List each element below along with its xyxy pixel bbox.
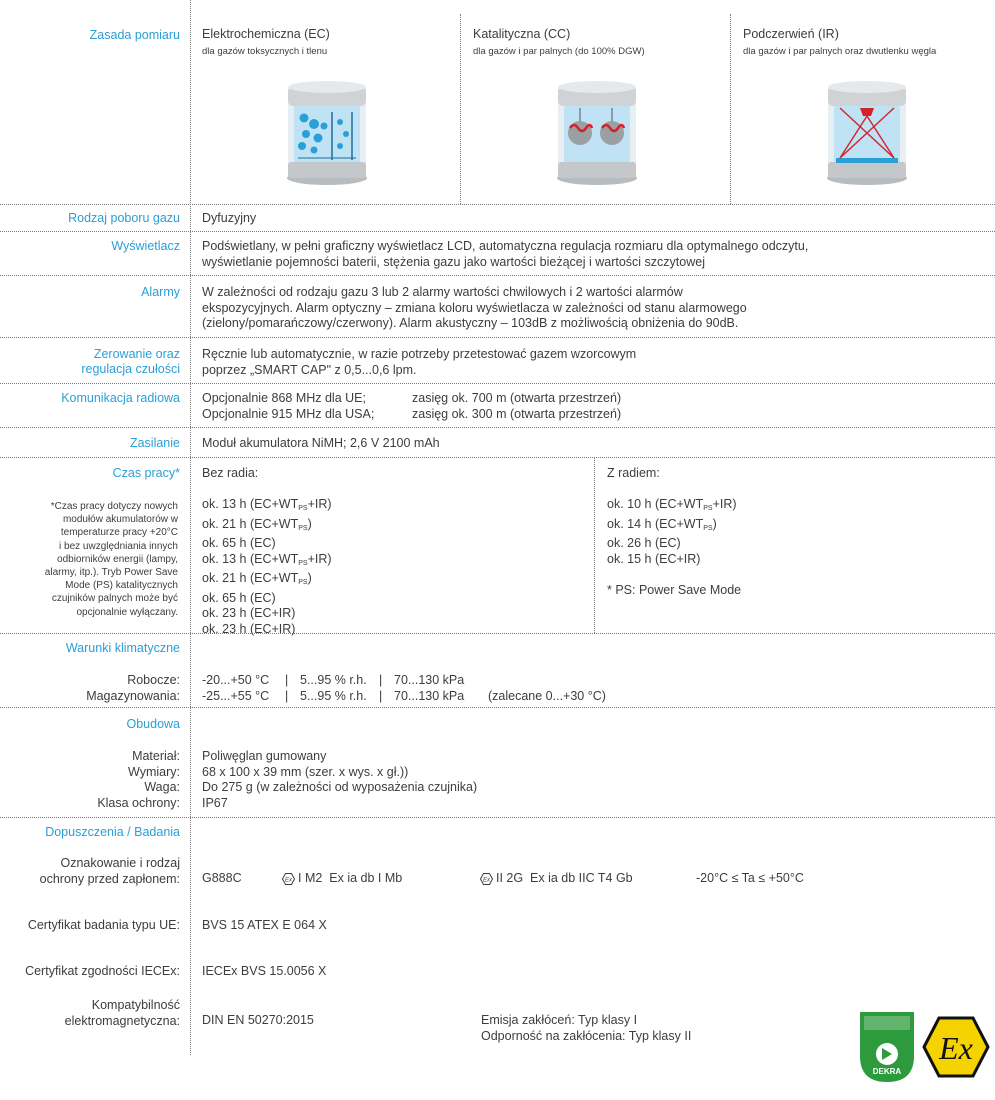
housing-value: Do 275 g (w zależności od wyposażenia czujnika) [202, 780, 478, 794]
emission-class: Emisja zakłóceń: Typ klasy I [481, 1013, 638, 1027]
temperature-range: -25...+55 °C [202, 688, 270, 703]
power-row [0, 428, 995, 458]
runtime-column-divider [594, 458, 595, 633]
runtime-item-text: ok. 26 h (EC) [607, 536, 681, 550]
radio-label: Komunikacja radiowa [61, 391, 180, 405]
note-line: czujników palnych może być [51, 593, 178, 605]
text-line: Podświetlany, w pełni graficzny wyświetlacz LCD, automatyczna regulacja rozmiaru dla optymalnego odczytu, [202, 239, 809, 253]
radio-row [0, 384, 995, 428]
note-line: temperaturze pracy +20°C [60, 527, 178, 539]
svg-text:Ex: Ex [284, 877, 293, 884]
spacer [607, 482, 967, 498]
housing-row [0, 708, 995, 818]
cc-title: Katalityczna (CC) [473, 27, 571, 41]
runtime-item-text: ok. 65 h (EC) [202, 590, 276, 605]
humidity-range: 5...95 % r.h. [300, 688, 367, 703]
runtime-column-title: Z radiem: [607, 466, 660, 480]
text-line: Ręcznie lub automatycznie, w razie potrzeby przetestować gazem wzorcowym [202, 347, 637, 361]
runtime-item-text: ok. 21 h (EC+WT [202, 516, 299, 531]
emc-classes [481, 1013, 801, 1044]
column-divider [460, 14, 461, 204]
runtime-item-subscript: PS [703, 505, 713, 512]
zeroing-row [0, 338, 995, 384]
runtime-item-text: ok. 13 h (EC+WT [202, 497, 299, 511]
ir-column [743, 27, 993, 58]
climate-label: Warunki klimatyczne [65, 641, 180, 655]
runtime-item [202, 497, 582, 517]
housing-values [202, 749, 982, 811]
note-line: i bez uwzględniania innych [59, 540, 178, 552]
approvals-row [0, 818, 995, 1100]
spacer [202, 482, 582, 498]
housing-row-label: Wymiary: [128, 764, 180, 779]
ec-subtitle: dla gazów toksycznych i tlenu [202, 46, 328, 57]
radio-frequency: Opcjonalnie 868 MHz dla UE; [202, 391, 366, 405]
note-line: alarmy, itp.). Tryb Power Save [44, 567, 178, 579]
runtime-item [607, 497, 967, 517]
runtime-item [607, 517, 967, 537]
runtime-item-subscript: PS [298, 505, 308, 512]
climate-row-label: Magazynowania: [86, 688, 180, 703]
runtime-with-radio [607, 466, 967, 598]
display-value [202, 239, 982, 270]
ec-column [202, 27, 452, 58]
runtime-item-text: ok. 23 h (EC+IR) [202, 606, 296, 620]
runtime-list [202, 497, 582, 637]
housing-row-label: Materiał: [132, 749, 180, 763]
runtime-item-suffix: +IR) [307, 551, 332, 566]
principle-row [0, 0, 995, 205]
marking-value [202, 871, 982, 887]
radio-range: zasięg ok. 700 m (otwarta przestrzeń) [412, 391, 622, 405]
runtime-item [202, 606, 582, 622]
runtime-label: Czas pracy* [112, 466, 180, 480]
note-line: *Czas pracy dotyczy nowych [50, 501, 178, 512]
label-line: Oznakowanie i rodzaj [60, 856, 180, 870]
note-line: odbiorników energii (lampy, [57, 553, 178, 565]
text-line: wyświetlanie pojemności baterii, stężenia gazu jako wartości bieżącej i wartości szczytowej [202, 254, 705, 269]
runtime-item-suffix: +IR) [307, 497, 332, 511]
separator: | [379, 688, 383, 703]
runtime-column-title: Bez radia: [202, 466, 259, 480]
runtime-item [202, 571, 582, 591]
iecex-value: IECEx BVS 15.0056 X [202, 964, 327, 978]
infrared-sensor-icon [820, 78, 915, 188]
runtime-item-text: ok. 65 h (EC) [202, 536, 276, 550]
runtime-item-text: ok. 14 h (EC+WT [607, 516, 704, 531]
dekra-certification-logo [858, 1010, 916, 1084]
label-line: regulacja czułości [81, 362, 180, 376]
cc-subtitle: dla gazów i par palnych (do 100% DGW) [473, 46, 645, 57]
runtime-item-text: ok. 13 h (EC+WT [202, 551, 299, 566]
iecex-label: Certyfikat zgodności IECEx: [25, 964, 180, 978]
text-line: ekspozycyjnych. Alarm optyczny – zmiana koloru wyświetlacza w zależności od stanu alarmowego [202, 300, 747, 315]
radio-frequency: Opcjonalnie 915 MHz dla USA; [202, 406, 375, 421]
svg-text:Ex: Ex [482, 877, 491, 884]
runtime-item-text: ok. 15 h (EC+IR) [607, 551, 701, 566]
device-code: G888C [202, 871, 242, 885]
runtime-item-subscript: PS [298, 579, 308, 586]
sampling-label: Rodzaj poboru gazu [68, 211, 180, 225]
cc-column [473, 27, 723, 58]
ec-title: Elektrochemiczna (EC) [202, 27, 330, 41]
ir-subtitle: dla gazów i par palnych oraz dwutlenku węgla [743, 46, 937, 57]
housing-sublabels [0, 749, 180, 811]
runtime-item-text: ok. 23 h (EC+IR) [202, 621, 296, 636]
runtime-item [202, 536, 582, 552]
label-line: Kompatybilność [91, 998, 180, 1012]
zeroing-value [202, 347, 982, 378]
dekra-text: DEKRA [872, 1067, 902, 1076]
note-line: opcjonalnie wyłączany. [76, 606, 178, 618]
radio-range: zasięg ok. 300 m (otwarta przestrzeń) [412, 406, 622, 421]
ambient-temp-range: -20°C ≤ Ta ≤ +50°C [696, 871, 804, 885]
approvals-label: Dopuszczenia / Badania [45, 825, 180, 839]
climate-line [202, 673, 982, 689]
emc-value: DIN EN 50270:2015 [202, 1013, 314, 1027]
text-line: poprzez „SMART CAP" z 0,5...0,6 lpm. [202, 362, 417, 377]
runtime-item-subscript: PS [298, 559, 308, 567]
temperature-range: -20...+50 °C [202, 673, 270, 687]
runtime-item [202, 517, 582, 537]
runtime-item [607, 552, 967, 568]
climate-row [0, 634, 995, 708]
housing-value: IP67 [202, 795, 228, 810]
text-line: W zależności od rodzaju gazu 3 lub 2 alarmy wartości chwilowych i 2 wartości alarmów [202, 285, 683, 299]
display-row [0, 232, 995, 276]
label-line: elektromagnetyczna: [64, 1013, 180, 1028]
separator: | [285, 688, 289, 703]
radio-value [202, 391, 982, 422]
note-line: modułów akumulatorów w [62, 514, 178, 526]
runtime-item [202, 552, 582, 572]
power-label: Zasilanie [129, 436, 180, 450]
pressure-range: 70...130 kPa [394, 688, 465, 703]
ps-footnote: * PS: Power Save Mode [607, 582, 742, 597]
runtime-item-subscript: PS [703, 524, 713, 532]
ex-hexagon-icon [480, 873, 493, 885]
text-line: (zielony/pomarańczowy/czerwony). Alarm akustyczny – 103dB z możliwością obniżenia do 90dB. [202, 316, 739, 330]
housing-label: Obudowa [126, 717, 180, 731]
runtime-item [607, 536, 967, 552]
atex-ex-logo [922, 1016, 990, 1078]
display-label: Wyświetlacz [111, 239, 180, 253]
recommended-range: (zalecane 0...+30 °C) [488, 688, 606, 703]
ex-marking-m2 [282, 871, 402, 887]
climate-sublabels [0, 673, 180, 704]
runtime-row [0, 458, 995, 634]
label-line: Zerowanie oraz [93, 347, 180, 361]
runtime-item-suffix: ) [712, 516, 717, 531]
climate-values [202, 673, 982, 704]
runtime-list [607, 497, 967, 567]
ex-hexagon-icon [282, 873, 295, 885]
zeroing-label [0, 347, 180, 377]
label-line: ochrony przed zapłonem: [39, 871, 180, 886]
note-line: Mode (PS) katalitycznych [65, 580, 178, 592]
separator: | [379, 673, 383, 687]
runtime-footnote [10, 500, 178, 619]
separator: | [285, 673, 289, 687]
runtime-item-text: ok. 21 h (EC+WT [202, 571, 299, 585]
immunity-class: Odporność na zakłócenia: Typ klasy II [481, 1028, 692, 1043]
alarms-label: Alarmy [141, 285, 180, 299]
emc-label [0, 998, 180, 1029]
runtime-item-suffix: ) [307, 516, 312, 531]
climate-line [202, 689, 982, 705]
runtime-without-radio [202, 466, 582, 637]
g2-text: II 2G Ex ia db IIC T4 Gb [496, 871, 633, 885]
ex-marking-g2 [480, 871, 633, 887]
ir-title: Podczerwień (IR) [743, 27, 839, 41]
runtime-item-suffix: ) [307, 571, 312, 585]
marking-label [0, 856, 180, 887]
ex-text: Ex [939, 1030, 973, 1066]
column-divider [730, 14, 731, 204]
pressure-range: 70...130 kPa [394, 673, 465, 687]
alarms-row [0, 276, 995, 338]
humidity-range: 5...95 % r.h. [300, 673, 367, 687]
housing-row-label: Waga: [144, 780, 180, 794]
sampling-row [0, 205, 995, 232]
housing-value: Poliwęglan gumowany [202, 749, 327, 763]
eu-cert-value: BVS 15 ATEX E 064 X [202, 918, 327, 932]
radio-option [202, 391, 982, 407]
housing-row-label: Klasa ochrony: [97, 795, 180, 810]
power-value: Moduł akumulatora NiMH; 2,6 V 2100 mAh [202, 436, 440, 450]
spacer [607, 567, 967, 583]
radio-option [202, 407, 982, 423]
runtime-item-text: ok. 10 h (EC+WT [607, 497, 704, 511]
runtime-item-suffix: +IR) [712, 497, 737, 511]
alarms-value [202, 285, 982, 332]
electrochemical-sensor-icon [280, 78, 375, 188]
m2-text: I M2 Ex ia db I Mb [298, 871, 403, 885]
runtime-item [202, 591, 582, 607]
climate-row-label: Robocze: [127, 673, 180, 687]
runtime-item-subscript: PS [298, 524, 308, 532]
sampling-value: Dyfuzyjny [202, 211, 257, 225]
eu-cert-label: Certyfikat badania typu UE: [27, 918, 180, 932]
housing-value: 68 x 100 x 39 mm (szer. x wys. x gł.)) [202, 764, 409, 779]
principle-label: Zasada pomiaru [89, 28, 180, 42]
catalytic-sensor-icon [550, 78, 645, 188]
